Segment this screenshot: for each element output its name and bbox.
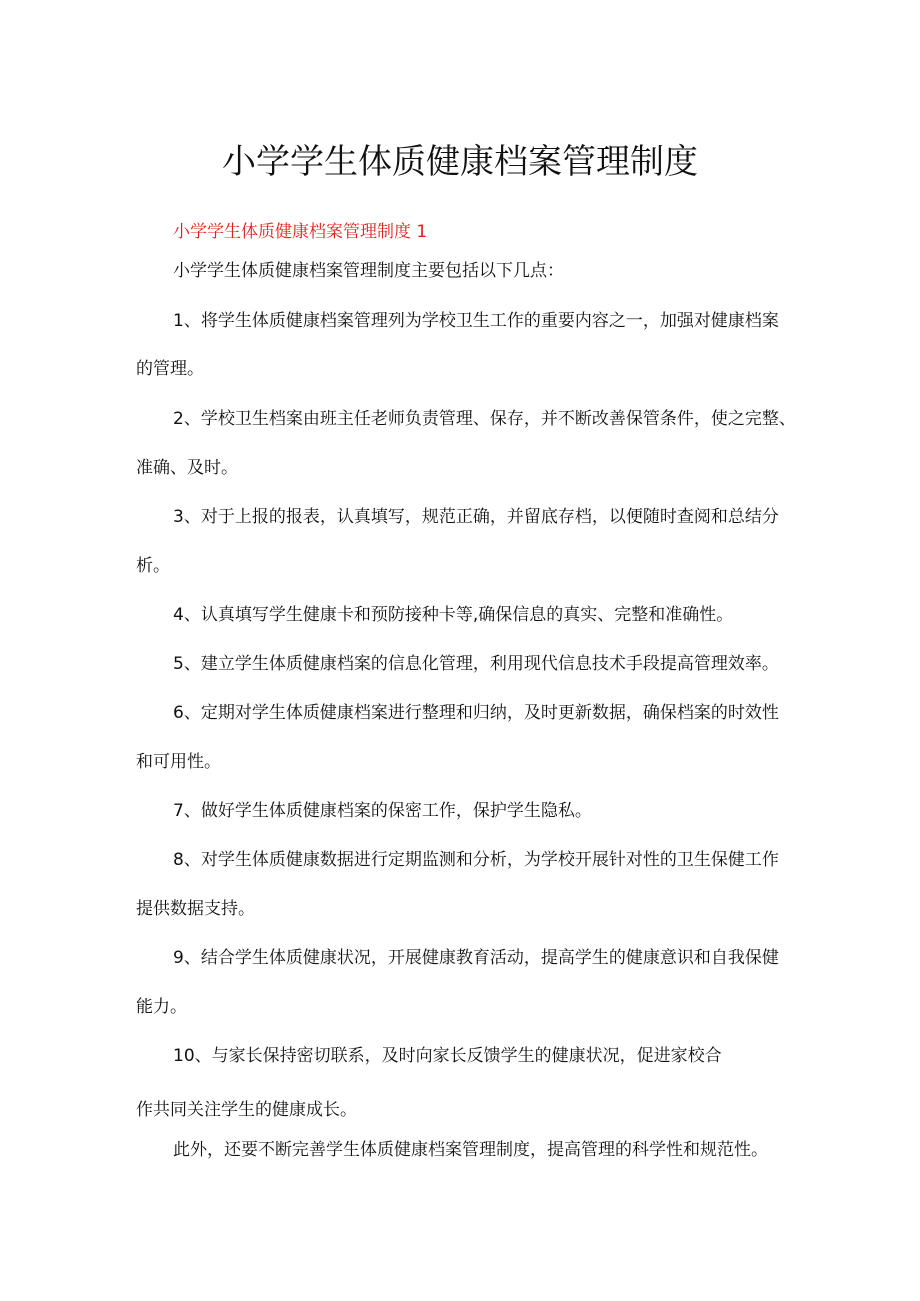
item-1-line-1: 1、将学生体质健康档案管理列为学校卫生工作的重要内容之一，加强对健康档案 xyxy=(173,311,779,331)
document-title: 小学学生体质健康档案管理制度 xyxy=(222,142,698,182)
item-8-line-2: 提供数据支持。 xyxy=(136,899,255,919)
item-6-line-2: 和可用性。 xyxy=(136,752,221,772)
item-8-line-1: 8、对学生体质健康数据进行定期监测和分析，为学校开展针对性的卫生保健工作 xyxy=(173,850,779,870)
closing-paragraph: 此外，还要不断完善学生体质健康档案管理制度，提高管理的科学性和规范性。 xyxy=(173,1140,768,1160)
item-10-line-1: 10、与家长保持密切联系，及时向家长反馈学生的健康状况，促进家校合 xyxy=(173,1046,722,1066)
item-5-line-1: 5、建立学生体质健康档案的信息化管理，利用现代信息技术手段提高管理效率。 xyxy=(173,654,779,674)
item-4-line-1: 4、认真填写学生健康卡和预防接种卡等,确保信息的真实、完整和准确性。 xyxy=(173,605,734,625)
item-9-line-1: 9、结合学生体质健康状况，开展健康教育活动，提高学生的健康意识和自我保健 xyxy=(173,948,779,968)
section-heading: 小学学生体质健康档案管理制度 1 xyxy=(173,222,428,242)
item-2-line-1: 2、学校卫生档案由班主任老师负责管理、保存，并不断改善保管条件，使之完整、 xyxy=(173,409,796,429)
item-7-line-1: 7、做好学生体质健康档案的保密工作，保护学生隐私。 xyxy=(173,801,592,821)
item-1-line-2: 的管理。 xyxy=(136,359,204,379)
intro-paragraph: 小学学生体质健康档案管理制度主要包括以下几点： xyxy=(173,261,564,281)
item-9-line-2: 能力。 xyxy=(136,997,187,1017)
item-6-line-1: 6、定期对学生体质健康档案进行整理和归纳，及时更新数据，确保档案的时效性 xyxy=(173,703,779,723)
item-3-line-1: 3、对于上报的报表，认真填写，规范正确，并留底存档，以便随时查阅和总结分 xyxy=(173,507,779,527)
item-3-line-2: 析。 xyxy=(136,556,170,576)
item-10-line-2: 作共同关注学生的健康成长。 xyxy=(136,1100,357,1120)
item-2-line-2: 准确、及时。 xyxy=(136,458,238,478)
